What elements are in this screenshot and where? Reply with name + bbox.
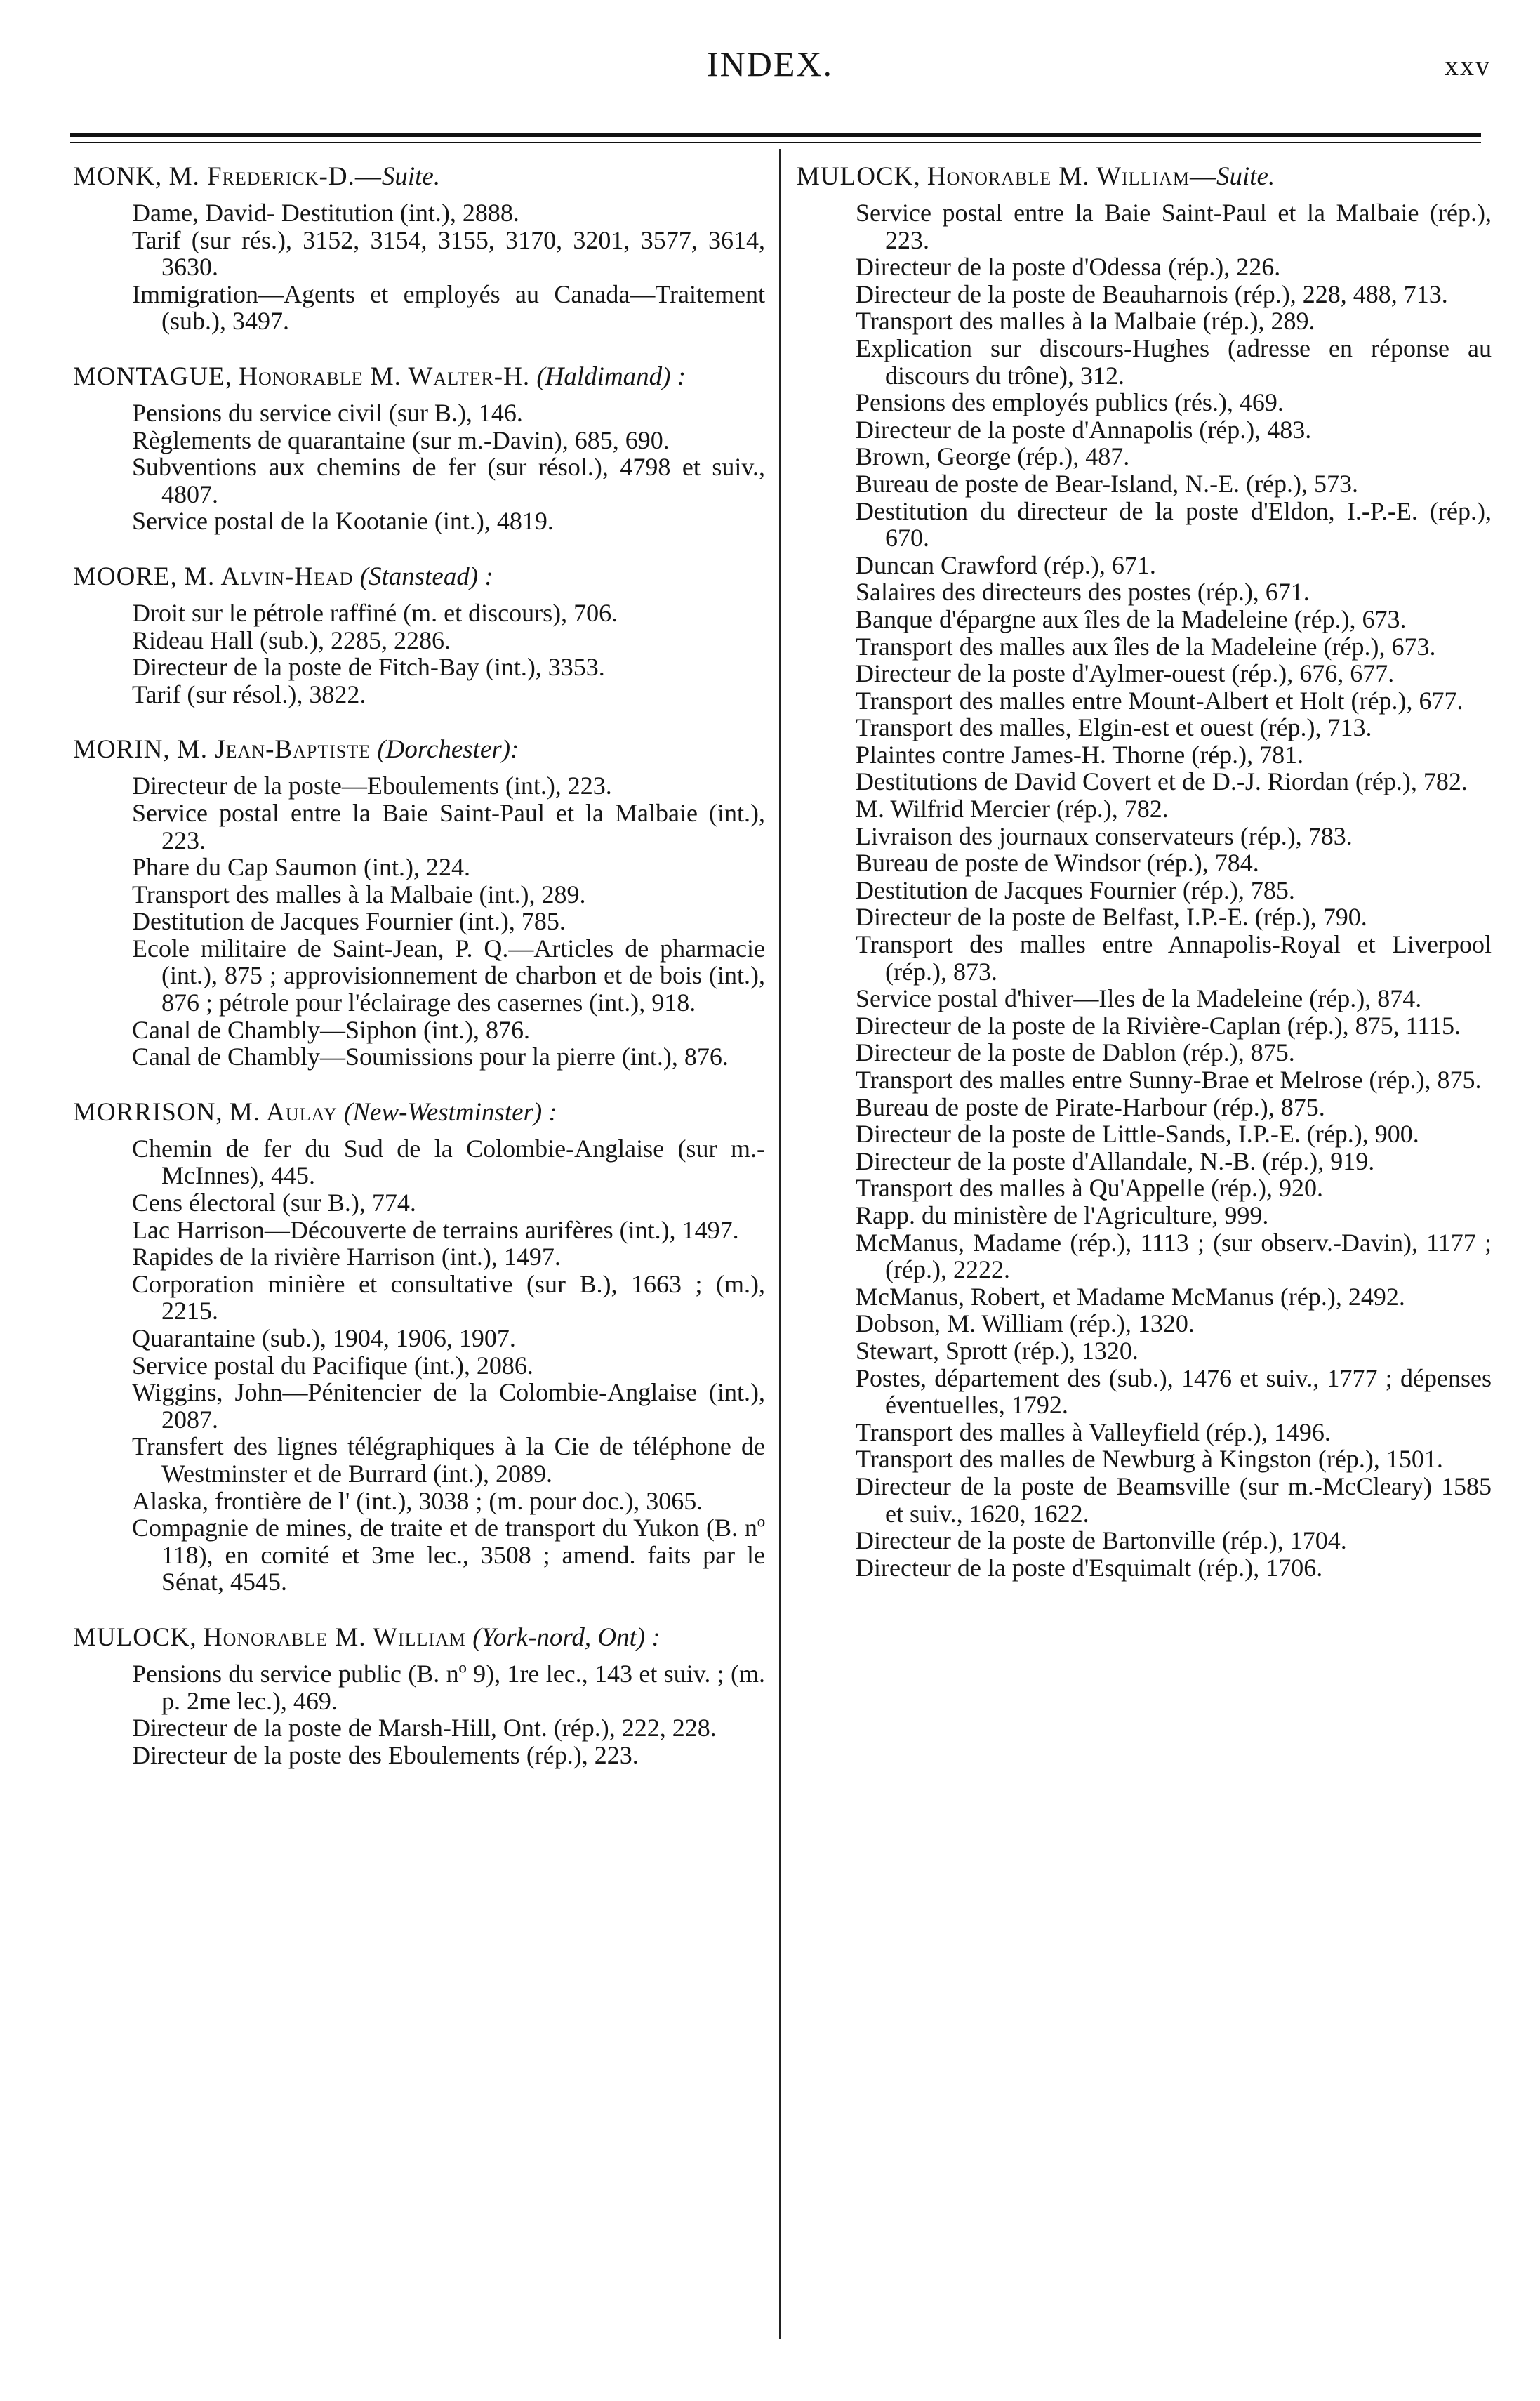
entry-item: Directeur de la poste de Beauharnois (rép.), 228, 488, 713.: [856, 279, 1448, 308]
entry-heading: [73, 363, 765, 391]
entry-item: Rapides de la rivière Harrison (int.), 1497.: [132, 1243, 561, 1271]
entry-riding: Suite.: [1216, 162, 1275, 191]
entry-item: Règlements de quarantaine (sur m.-Davin), 685, 690.: [132, 425, 670, 454]
entry-item: Service postal d'hiver—Iles de la Madeleine (rép.), 874.: [856, 984, 1422, 1013]
entry-item: Transport des malles à Qu'Appelle (rép.), 920.: [856, 1174, 1324, 1203]
entry-item: Directeur de la poste d'Odessa (rép.), 226.: [856, 253, 1281, 282]
entry-item: Salaires des directeurs des postes (rép.), 671.: [856, 578, 1310, 607]
page-header: [0, 44, 1540, 100]
entry-item: Compagnie de mines, de traite et de transport du Yukon (B. nº 118), en comité et 3me lec., 3508 ; amend. faits par le Sénat, 4545.: [132, 1514, 765, 1596]
entry-riding: Suite.: [381, 162, 441, 191]
entry-item: Directeur de la poste d'Esquimalt (rép.), 1706.: [856, 1553, 1323, 1582]
entry-title: Honorable M. Walter-H.: [239, 362, 531, 391]
entry-item: Directeur de la poste de Beamsville (sur m.-McCleary) 1585 et suiv., 1620, 1622.: [856, 1471, 1492, 1528]
entry-item: Banque d'épargne aux îles de la Madeleine (rép.), 673.: [856, 604, 1407, 633]
entry-heading: [73, 163, 765, 191]
entry-item: Tarif (sur résol.), 3822.: [132, 680, 366, 708]
entry-item: Transport des malles à la Malbaie (int.), 289.: [132, 880, 586, 908]
entry-name: MONK,: [73, 162, 163, 191]
index-entry: [73, 1099, 765, 1596]
entry-name: MOORE,: [73, 562, 178, 591]
entry-item: Directeur de la poste de Little-Sands, I.P.-E. (rép.), 900.: [856, 1120, 1419, 1149]
entry-heading: [797, 163, 1492, 191]
entry-name: MORRISON,: [73, 1097, 223, 1127]
entry-title: Honorable M. William—: [927, 162, 1216, 191]
entry-item: Immigration—Agents et employés au Canada—Traitement (sub.), 3497.: [132, 279, 765, 336]
entry-item: Directeur de la poste d'Annapolis (rép.), 483.: [856, 415, 1312, 444]
entry-item: Directeur de la poste de Marsh-Hill, Ont. (rép.), 222, 228.: [132, 1714, 717, 1742]
entry-item: McManus, Robert, et Madame McManus (rép.), 2492.: [856, 1282, 1405, 1311]
entry-item: Quarantaine (sub.), 1904, 1906, 1907.: [132, 1324, 516, 1352]
page-title: INDEX.: [706, 44, 834, 84]
entry-item: Bureau de poste de Bear-Island, N.-E. (rép.), 573.: [856, 469, 1359, 498]
entry-item: Tarif (sur rés.), 3152, 3154, 3155, 3170, 3201, 3577, 3614, 3630.: [132, 225, 765, 282]
index-entry: [73, 163, 765, 335]
entry-riding: (Stanstead) :: [359, 562, 493, 591]
entry-name: MULOCK,: [797, 162, 921, 191]
index-entry: [73, 736, 765, 1071]
entry-item: Phare du Cap Saumon (int.), 224.: [132, 853, 470, 882]
index-entry: [797, 163, 1492, 1581]
entry-item: Service postal du Pacifique (int.), 2086.: [132, 1351, 533, 1380]
entry-item: Service postal de la Kootanie (int.), 4819.: [132, 507, 554, 536]
column-divider: [779, 149, 781, 2339]
entry-item: Service postal entre la Baie Saint-Paul et la Malbaie (int.), 223.: [132, 798, 765, 854]
entry-item: Brown, George (rép.), 487.: [856, 442, 1130, 471]
entry-item: Transport des malles de Newburg à Kingston (rép.), 1501.: [856, 1445, 1443, 1474]
entry-item: Plaintes contre James-H. Thorne (rép.), 781.: [856, 740, 1304, 769]
entry-item: Corporation minière et consultative (sur B.), 1663 ; (m.), 2215.: [132, 1269, 765, 1325]
entry-item: Transport des malles entre Sunny-Brae et Melrose (rép.), 875.: [856, 1066, 1482, 1094]
page-number: xxv: [1445, 50, 1491, 81]
entry-item: Chemin de fer du Sud de la Colombie-Anglaise (sur m.-McInnes), 445.: [132, 1134, 765, 1190]
entry-item: Canal de Chambly—Siphon (int.), 876.: [132, 1015, 530, 1044]
entry-item: Bureau de poste de Windsor (rép.), 784.: [856, 849, 1259, 878]
header-rule-thin: [70, 142, 1481, 143]
entry-item: Rideau Hall (sub.), 2285, 2286.: [132, 626, 451, 654]
entry-riding: (Haldimand) :: [536, 362, 686, 391]
entry-item: Alaska, frontière de l' (int.), 3038 ; (m. pour doc.), 3065.: [132, 1486, 703, 1515]
index-entry: [73, 563, 765, 708]
entry-heading: [73, 736, 765, 764]
entry-item: McManus, Madame (rép.), 1113 ; (sur observ.-Davin), 1177 ; (rép.), 2222.: [856, 1228, 1492, 1284]
index-entry: [73, 363, 765, 535]
index-entry: [73, 1624, 765, 1768]
entry-heading: [73, 1099, 765, 1127]
header-rule-thick: [70, 133, 1481, 137]
entry-item: Transport des malles aux îles de la Madeleine (rép.), 673.: [856, 632, 1436, 661]
entry-item: Directeur de la poste de Bartonville (rép.), 1704.: [856, 1526, 1347, 1555]
entry-item: Service postal entre la Baie Saint-Paul et la Malbaie (rép.), 223.: [856, 199, 1492, 254]
entry-item: Transport des malles entre Annapolis-Royal et Liverpool (rép.), 873.: [856, 930, 1492, 986]
entry-item: Directeur de la poste de Dablon (rép.), 875.: [856, 1038, 1295, 1067]
right-column: [797, 163, 1492, 1609]
entry-item: Droit sur le pétrole raffiné (m. et discours), 706.: [132, 598, 618, 627]
entry-name: MONTAGUE,: [73, 362, 232, 391]
left-column: [73, 163, 765, 1797]
entry-item: Ecole militaire de Saint-Jean, P. Q.—Articles de pharmacie (int.), 875 ; approvisionnement de charbon et de bois (int.), 876 ; pétrole pour l'éclairage des casernes (int.), 918.: [132, 934, 765, 1017]
entry-item: Stewart, Sprott (rép.), 1320.: [856, 1336, 1139, 1365]
entry-item: M. Wilfrid Mercier (rép.), 782.: [856, 795, 1169, 824]
entry-item: Livraison des journaux conservateurs (rép.), 783.: [856, 821, 1353, 850]
entry-heading: [73, 1624, 765, 1652]
entry-item: Destitutions de David Covert et de D.-J. Riordan (rép.), 782.: [856, 767, 1468, 796]
entry-item: Directeur de la poste des Eboulements (rép.), 223.: [132, 1740, 639, 1769]
entry-item: Pensions du service public (B. nº 9), 1re lec., 143 et suiv. ; (m. p. 2me lec.), 469.: [132, 1659, 765, 1715]
entry-title: M. Alvin-Head: [184, 562, 354, 591]
entry-item: Transport des malles à la Malbaie (rép.), 289.: [856, 307, 1315, 336]
entry-title: M. Aulay: [229, 1097, 338, 1127]
entry-item: Directeur de la poste de la Rivière-Caplan (rép.), 875, 1115.: [856, 1011, 1461, 1040]
entry-item: Dobson, M. William (rép.), 1320.: [856, 1309, 1195, 1338]
entry-item: Canal de Chambly—Soumissions pour la pierre (int.), 876.: [132, 1043, 729, 1071]
entry-item: Explication sur discours-Hughes (adresse en réponse au discours du trône), 312.: [856, 333, 1492, 390]
entry-item: Postes, département des (sub.), 1476 et suiv., 1777 ; dépenses éventuelles, 1792.: [856, 1363, 1492, 1420]
entry-riding: (Dorchester):: [377, 735, 519, 765]
entry-item: Transport des malles, Elgin-est et ouest (rép.), 713.: [856, 713, 1372, 742]
entry-item: Directeur de la poste—Eboulements (int.), 223.: [132, 772, 612, 800]
entry-item: Pensions des employés publics (rés.), 469.: [856, 388, 1284, 417]
entry-item: Transfert des lignes télégraphiques à la Cie de téléphone de Westminster et de Burrard (int.), 2089.: [132, 1432, 765, 1488]
entry-item: Directeur de la poste d'Aylmer-ouest (rép.), 676, 677.: [856, 659, 1395, 688]
entry-item: Bureau de poste de Pirate-Harbour (rép.), 875.: [856, 1092, 1325, 1121]
entry-name: MORIN,: [73, 735, 171, 765]
entry-item: Directeur de la poste de Belfast, I.P.-E. (rép.), 790.: [856, 903, 1367, 932]
entry-riding: (York-nord, Ont) :: [472, 1622, 661, 1652]
entry-title: Honorable M. William: [203, 1622, 466, 1652]
entry-title: M. Jean-Baptiste: [176, 735, 371, 765]
entry-item: Lac Harrison—Découverte de terrains aurifères (int.), 1497.: [132, 1215, 739, 1244]
entry-item: Rapp. du ministère de l'Agriculture, 999.: [856, 1200, 1269, 1229]
entry-title: M. Frederick-D.—: [168, 162, 382, 191]
entry-item: Destitution du directeur de la poste d'Eldon, I.-P.-E. (rép.), 670.: [856, 496, 1492, 553]
entry-item: Transport des malles à Valleyfield (rép.), 1496.: [856, 1417, 1331, 1446]
entry-item: Dame, David- Destitution (int.), 2888.: [132, 199, 519, 227]
entry-item: Cens électoral (sur B.), 774.: [132, 1189, 416, 1217]
entry-item: Destitution de Jacques Fournier (int.), 785.: [132, 907, 566, 936]
entry-item: Transport des malles entre Mount-Albert et Holt (rép.), 677.: [856, 686, 1463, 715]
entry-item: Subventions aux chemins de fer (sur résol.), 4798 et suiv., 4807.: [132, 453, 765, 508]
entry-item: Wiggins, John—Pénitencier de la Colombie-Anglaise (int.), 2087.: [132, 1378, 765, 1434]
entry-item: Duncan Crawford (rép.), 671.: [856, 550, 1156, 579]
entry-heading: [73, 563, 765, 591]
entry-name: MULOCK,: [73, 1622, 197, 1652]
entry-item: Destitution de Jacques Fournier (rép.), 785.: [856, 875, 1295, 904]
entry-item: Directeur de la poste d'Allandale, N.-B. (rép.), 919.: [856, 1146, 1375, 1175]
entry-item: Pensions du service civil (sur B.), 146.: [132, 398, 523, 427]
entry-item: Directeur de la poste de Fitch-Bay (int.), 3353.: [132, 653, 605, 682]
entry-riding: (New-Westminster) :: [343, 1097, 557, 1127]
